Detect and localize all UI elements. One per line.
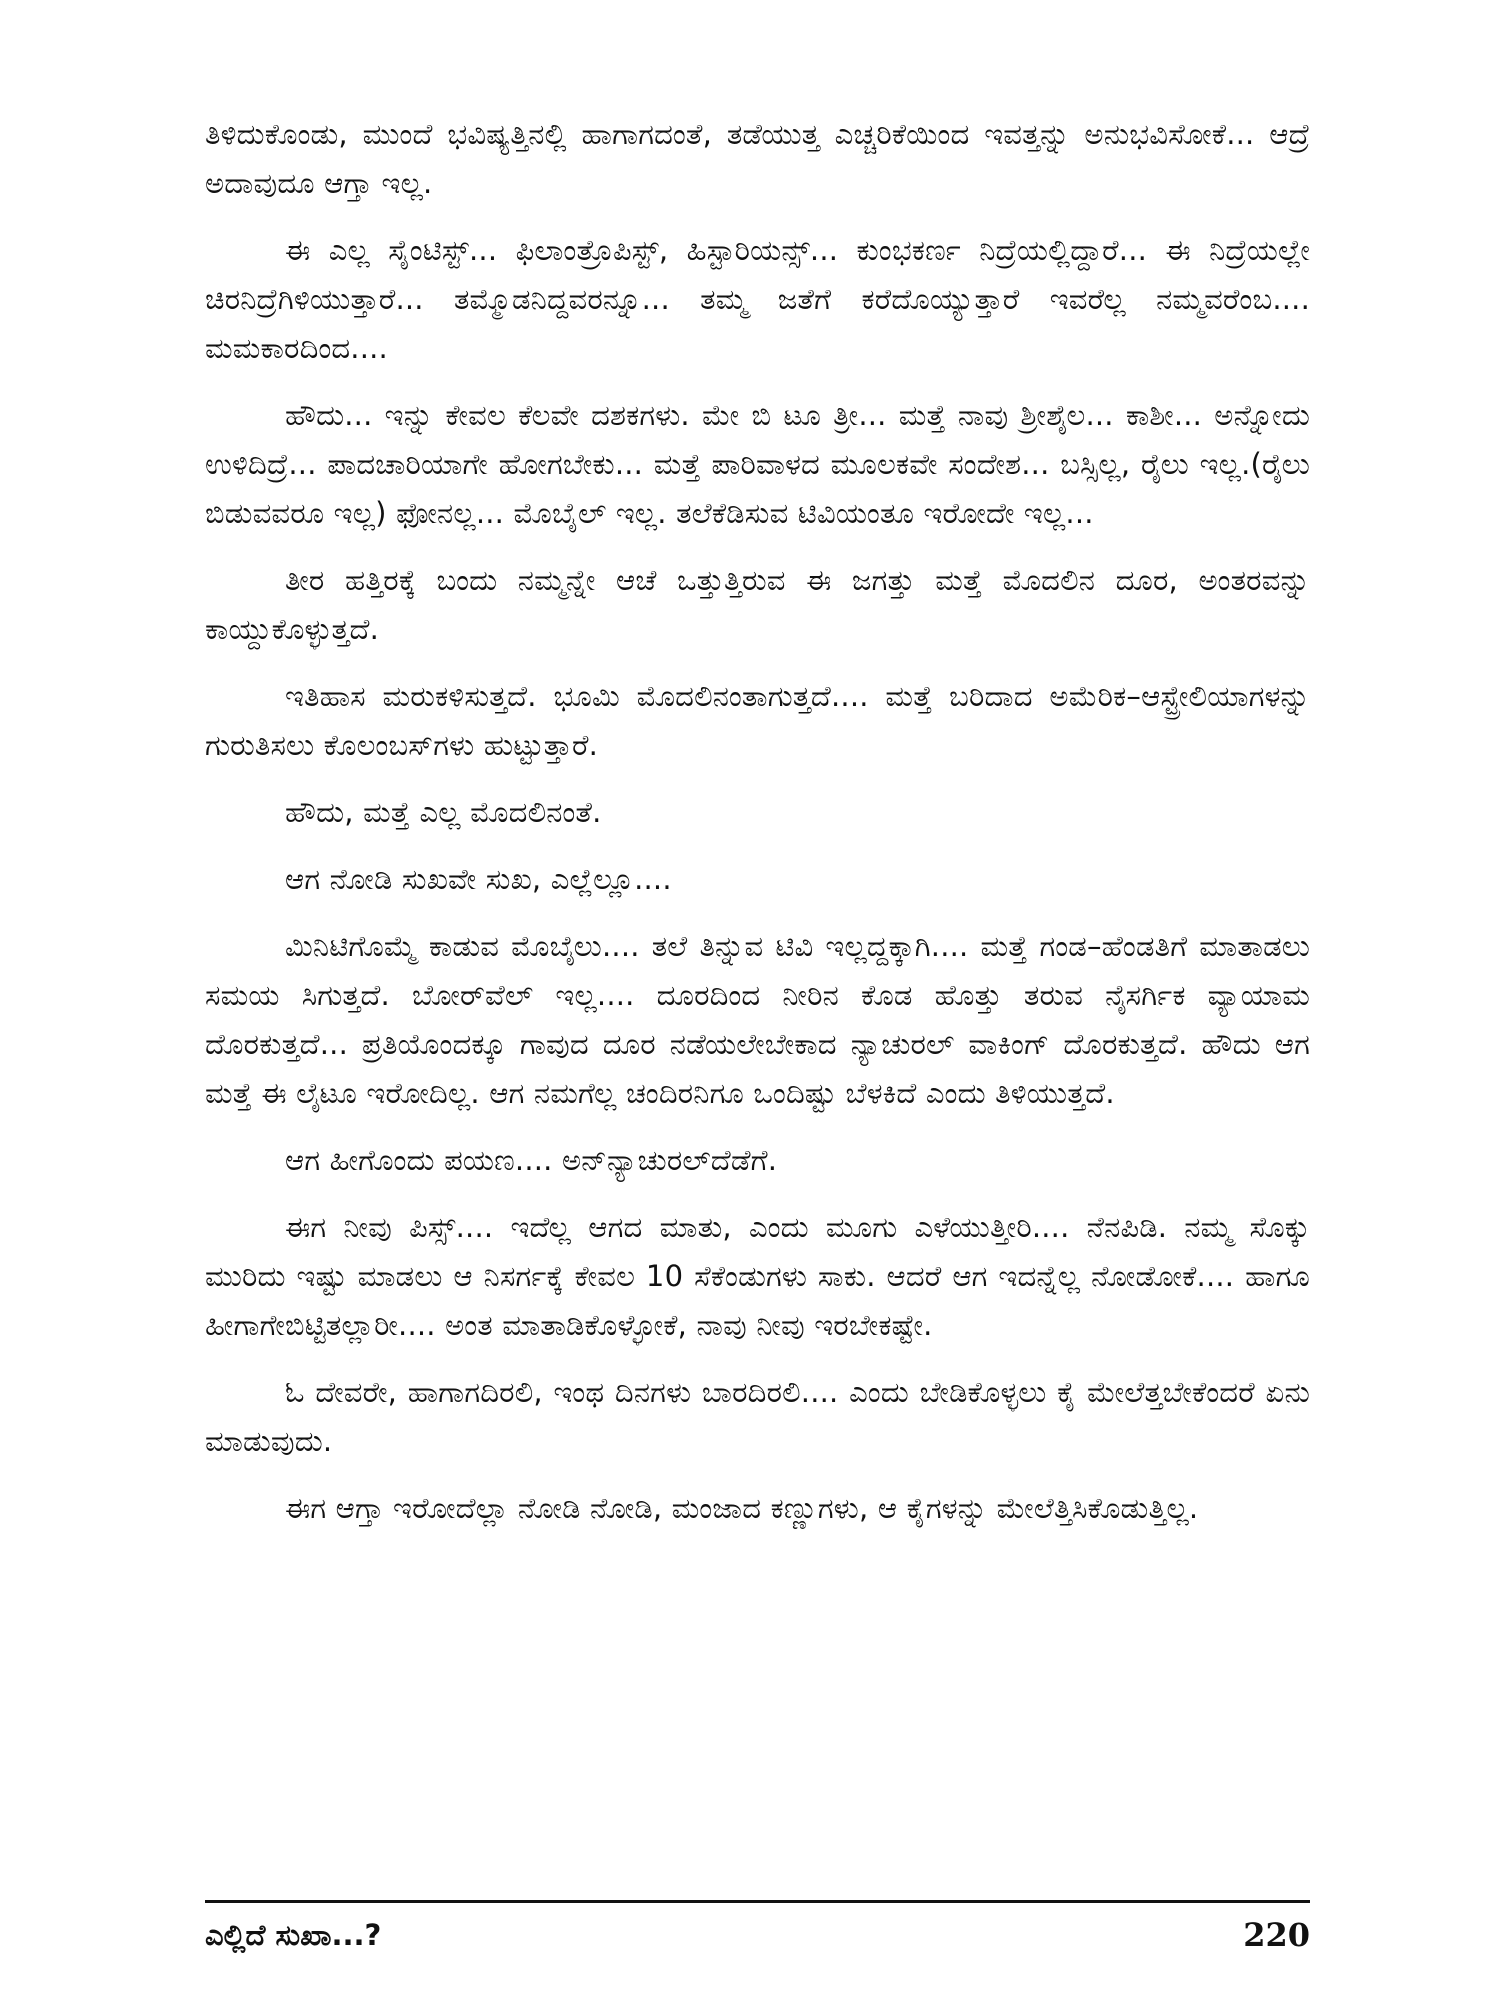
paragraph: ತೀರ ಹತ್ತಿರಕ್ಕೆ ಬಂದು ನಮ್ಮನ್ನೇ ಆಚೆ ಒತ್ತುತ್ತಿರುವ ಈ ಜಗತ್ತು ಮತ್ತೆ ಮೊದಲಿನ ದೂರ, ಅಂತರವನ್ನು ಕಾಯ್ದುಕೊಳ್ಳುತ್ತದೆ. xyxy=(205,563,1310,646)
paragraph: ಆಗ ಹೀಗೊಂದು ಪಯಣ.... ಅನ್‌ನ್ಯಾಚುರಲ್‌ದೆಡೆಗೆ. xyxy=(285,1143,778,1177)
footer-rule xyxy=(205,1900,1310,1903)
page-number: 220 xyxy=(1243,1916,1310,1954)
paragraph: ಮಿನಿಟಿಗೊಮ್ಮೆ ಕಾಡುವ ಮೊಬೈಲು.... ತಲೆ ತಿನ್ನುವ ಟಿವಿ ಇಲ್ಲದ್ದಕ್ಕಾಗಿ.... ಮತ್ತೆ ಗಂಡ–ಹೆಂಡತಿಗೆ ಮಾತಾಡಲು ಸಮಯ ಸಿಗುತ್ತದೆ. ಬೋರ್‌ವೆಲ್ ಇಲ್ಲ.... ದೂರದಿಂದ ನೀರಿನ ಕೊಡ ಹೊತ್ತು ತರುವ ನೈಸರ್ಗಿಕ ವ್ಯಾಯಾಮ ದೊರಕುತ್ತದೆ... ಪ್ರತಿಯೊಂದಕ್ಕೂ ಗಾವುದ ದೂರ ನಡೆಯಲೇಬೇಕಾದ ನ್ಯಾಚುರಲ್ ವಾಕಿಂಗ್ ದೊರಕುತ್ತದೆ. ಹೌದು ಆಗ ಮತ್ತೆ ಈ ಲೈಟೂ ಇರೋದಿಲ್ಲ. ಆಗ ನಮಗೆಲ್ಲ ಚಂದಿರನಿಗೂ ಒಂದಿಷ್ಟು ಬೆಳಕಿದೆ ಎಂದು ತಿಳಿಯುತ್ತದೆ. xyxy=(205,929,1310,1110)
paragraph: ಈಗ ಆಗ್ತಾ ಇರೋದೆಲ್ಲಾ ನೋಡಿ ನೋಡಿ, ಮಂಜಾದ ಕಣ್ಣುಗಳು, ಆ ಕೈಗಳನ್ನು ಮೇಲೆತ್ತಿಸಿಕೊಡುತ್ತಿಲ್ಲ. xyxy=(285,1491,1199,1525)
body-text xyxy=(205,110,1310,1551)
paragraph: ಓ ದೇವರೇ, ಹಾಗಾಗದಿರಲಿ, ಇಂಥ ದಿನಗಳು ಬಾರದಿರಲಿ.... ಎಂದು ಬೇಡಿಕೊಳ್ಳಲು ಕೈ ಮೇಲೆತ್ತಬೇಕೆಂದರೆ ಏನು ಮಾಡುವುದು. xyxy=(205,1375,1310,1458)
paragraph: ಹೌದು... ಇನ್ನು ಕೇವಲ ಕೆಲವೇ ದಶಕಗಳು. ಮೇ ಬಿ ಟೂ ತ್ರೀ... ಮತ್ತೆ ನಾವು ಶ್ರೀಶೈಲ... ಕಾಶೀ... ಅನ್ನೋದು ಉಳಿದಿದ್ರೆ... ಪಾದಚಾರಿಯಾಗೇ ಹೋಗಬೇಕು... ಮತ್ತೆ ಪಾರಿವಾಳದ ಮೂಲಕವೇ ಸಂದೇಶ... ಬಸ್ಸಿಲ್ಲ, ರೈಲು ಇಲ್ಲ.(ರೈಲು ಬಿಡುವವರೂ ಇಲ್ಲ) ಫೋನಲ್ಲ... ಮೊಬೈಲ್ ಇಲ್ಲ. ತಲೆಕೆಡಿಸುವ ಟಿವಿಯಂತೂ ಇರೋದೇ ಇಲ್ಲ... xyxy=(205,398,1310,530)
paragraph: ಈಗ ನೀವು ಪಿಸ್ಸ್.... ಇದೆಲ್ಲ ಆಗದ ಮಾತು, ಎಂದು ಮೂಗು ಎಳೆಯುತ್ತೀರಿ.... ನೆನಪಿಡಿ. ನಮ್ಮ ಸೊಕ್ಕು ಮುರಿದು ಇಷ್ಟು ಮಾಡಲು ಆ ನಿಸರ್ಗಕ್ಕೆ ಕೇವಲ 10 ಸೆಕೆಂಡುಗಳು ಸಾಕು. ಆದರೆ ಆಗ ಇದನ್ನೆಲ್ಲ ನೋಡೋಕೆ.... ಹಾಗೂ ಹೀಗಾಗೇಬಿಟ್ಟಿತಲ್ಲಾರೀ.... ಅಂತ ಮಾತಾಡಿಕೊಳ್ಳೋಕೆ, ನಾವು ನೀವು ಇರಬೇಕಷ್ಟೇ. xyxy=(205,1210,1310,1342)
book-page xyxy=(205,110,1310,1960)
paragraph: ತಿಳಿದುಕೊಂಡು, ಮುಂದೆ ಭವಿಷ್ಯತ್ತಿನಲ್ಲಿ ಹಾಗಾಗದಂತೆ, ತಡೆಯುತ್ತ ಎಚ್ಚರಿಕೆಯಿಂದ ಇವತ್ತನ್ನು ಅನುಭವಿಸೋಕೆ... ಆದ್ರೆ ಅದಾವುದೂ ಆಗ್ತಾ ಇಲ್ಲ. xyxy=(205,117,1310,200)
paragraph: ಹೌದು, ಮತ್ತೆ ಎಲ್ಲ ಮೊದಲಿನಂತೆ. xyxy=(285,795,602,829)
paragraph: ಈ ಎಲ್ಲ ಸೈಂಟಿಸ್ಟ್... ಫಿಲಾಂತ್ರೊಪಿಸ್ಟ್, ಹಿಸ್ಟಾರಿಯನ್ಸ್... ಕುಂಭಕರ್ಣ ನಿದ್ರೆಯಲ್ಲಿದ್ದಾರೆ... ಈ ನಿದ್ರೆಯಲ್ಲೇ ಚಿರನಿದ್ರೆಗಿಳಿಯುತ್ತಾರೆ... ತಮ್ಮೊಡನಿದ್ದವರನ್ನೂ... ತಮ್ಮ ಜತೆಗೆ ಕರೆದೊಯ್ಯುತ್ತಾರೆ ಇವರೆಲ್ಲ ನಮ್ಮವರೆಂಬ.... ಮಮಕಾರದಿಂದ.... xyxy=(205,233,1310,365)
page-footer xyxy=(205,1910,1310,1960)
paragraph: ಆಗ ನೋಡಿ ಸುಖವೇ ಸುಖ, ಎಲ್ಲೆಲ್ಲೂ.... xyxy=(285,862,672,896)
running-title: ಎಲ್ಲಿದೆ ಸುಖಾ...? xyxy=(205,1917,382,1952)
paragraph: ಇತಿಹಾಸ ಮರುಕಳಿಸುತ್ತದೆ. ಭೂಮಿ ಮೊದಲಿನಂತಾಗುತ್ತದೆ.... ಮತ್ತೆ ಬರಿದಾದ ಅಮೆರಿಕ–ಆಸ್ಟ್ರೇಲಿಯಾಗಳನ್ನು ಗುರುತಿಸಲು ಕೊಲಂಬಸ್‌ಗಳು ಹುಟ್ಟುತ್ತಾರೆ. xyxy=(205,679,1310,762)
